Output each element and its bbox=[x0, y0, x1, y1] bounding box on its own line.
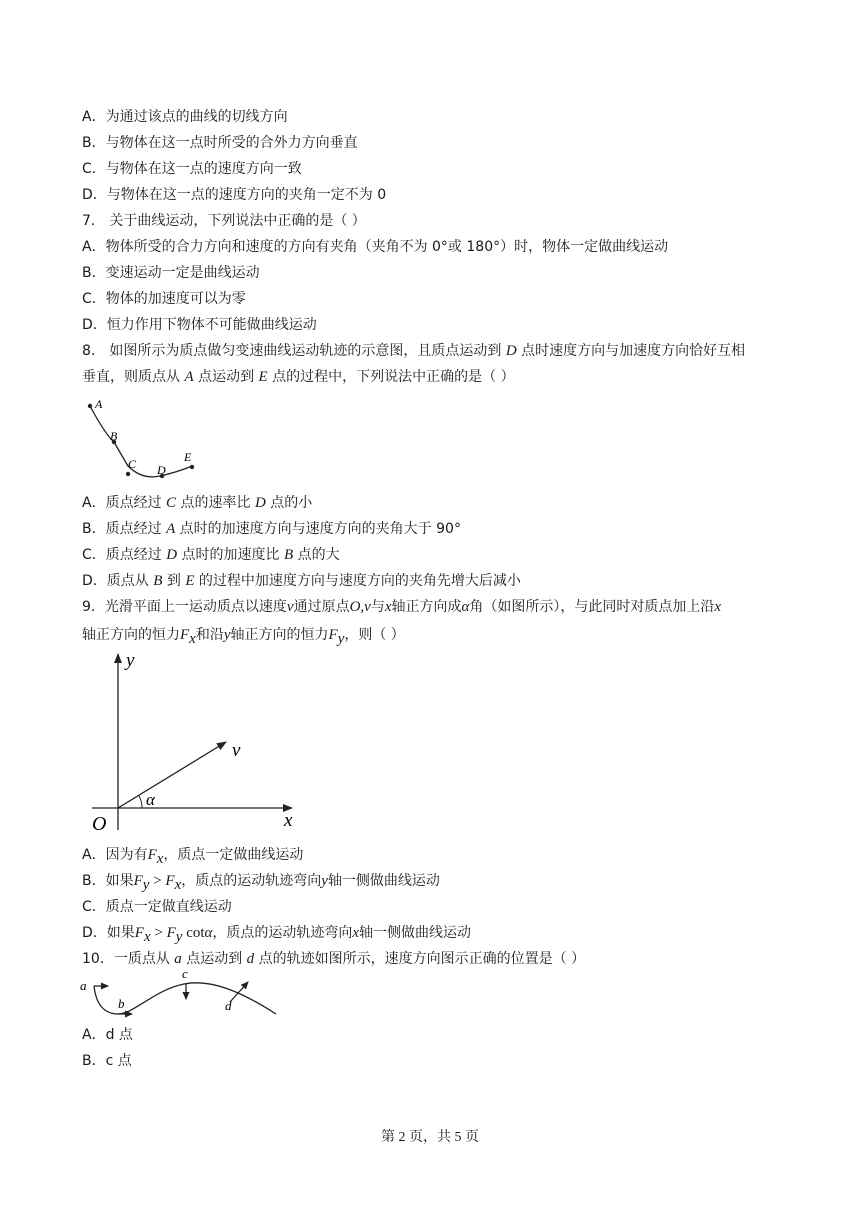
page-footer: 第 2 页，共 5 页 bbox=[381, 1130, 479, 1145]
point-b: B bbox=[153, 573, 163, 589]
q7-stem: 7． 关于曲线运动，下列说法中正确的是（ ） bbox=[82, 213, 366, 229]
text: 点运动到 bbox=[181, 951, 247, 967]
q6-option-d: D．与物体在这一点的速度方向的夹角一定不为 0 bbox=[82, 187, 387, 203]
text: B．如果 bbox=[82, 873, 134, 889]
text: B．质点经过 bbox=[82, 521, 167, 537]
cot: cot bbox=[182, 925, 205, 941]
symbol-f: F bbox=[133, 873, 143, 889]
q9-axes-figure bbox=[86, 648, 306, 836]
symbol-x: x bbox=[714, 599, 722, 615]
point-e: E bbox=[258, 369, 268, 385]
label-d: d bbox=[225, 998, 232, 1013]
symbol-alpha: α bbox=[461, 599, 470, 615]
greater-than: > bbox=[150, 925, 167, 941]
point-e-dot bbox=[190, 465, 194, 469]
text: ，质点的运动轨迹弯向 bbox=[181, 873, 322, 889]
symbol-f: F bbox=[134, 925, 144, 941]
q9-stem-line2 bbox=[82, 626, 405, 648]
symbol-y: y bbox=[321, 873, 328, 889]
text: D．如果 bbox=[82, 925, 135, 941]
text: A．因为有 bbox=[82, 847, 148, 863]
point-d: D bbox=[505, 343, 517, 359]
text: 垂直，则质点从 bbox=[82, 369, 185, 385]
symbol-o-v: O,v bbox=[349, 599, 371, 615]
text: 9．光滑平面上一运动质点以速度 bbox=[82, 599, 287, 615]
label-e: E bbox=[184, 450, 192, 464]
label-a: a bbox=[80, 978, 87, 993]
text: 点的过程中，下列说法中正确的是（ ） bbox=[267, 369, 515, 385]
q8-option-b bbox=[82, 520, 461, 538]
point-a: A bbox=[184, 369, 194, 385]
v-label: v bbox=[232, 740, 241, 761]
q8-trajectory-figure bbox=[80, 394, 210, 486]
point-d: D bbox=[166, 547, 178, 563]
text: C．质点经过 bbox=[82, 547, 167, 563]
q9-option-b bbox=[82, 872, 440, 894]
label-d: D bbox=[157, 463, 166, 477]
text: 轴一侧做曲线运动 bbox=[359, 925, 472, 941]
text: 到 bbox=[162, 573, 186, 589]
subscript-x: x bbox=[189, 630, 196, 647]
subscript-x: x bbox=[174, 876, 182, 893]
text: ，则（ ） bbox=[344, 627, 405, 643]
q8-stem-line1 bbox=[82, 342, 745, 360]
label-b: B bbox=[110, 429, 118, 443]
q10-option-a: A．d 点 bbox=[82, 1027, 133, 1043]
subscript-y: y bbox=[337, 630, 345, 647]
label-c: C bbox=[128, 457, 137, 471]
subscript-y: y bbox=[142, 876, 150, 893]
symbol-v: v bbox=[286, 599, 294, 615]
q8-option-c bbox=[82, 546, 340, 564]
symbol-f: F bbox=[165, 873, 175, 889]
q7-option-a: A．物体所受的合力方向和速度的方向有夹角（夹角不为 0°或 180°）时，物体一定做曲线运动 bbox=[82, 239, 669, 255]
point-a: A bbox=[166, 521, 176, 537]
q9-option-d bbox=[82, 924, 471, 946]
text: 角（如图所示），与此同时对质点加上沿 bbox=[469, 599, 715, 615]
q7-option-d: D．恒力作用下物体不可能做曲线运动 bbox=[82, 317, 317, 333]
q9-option-c: C．质点一定做直线运动 bbox=[82, 899, 232, 915]
text: ，质点的运动轨迹弯向 bbox=[212, 925, 353, 941]
text: 点时速度方向与加速度方向恰好互相 bbox=[516, 343, 746, 359]
symbol-x: x bbox=[352, 925, 360, 941]
text: 点的速率比 bbox=[176, 495, 255, 511]
text: 轴正方向的恒力 bbox=[230, 627, 329, 643]
point-d: D bbox=[254, 495, 266, 511]
velocity-arrow-d bbox=[230, 982, 248, 1002]
point-c-dot bbox=[126, 472, 130, 476]
text: 通过原点 bbox=[293, 599, 350, 615]
symbol-y: y bbox=[223, 627, 231, 643]
point-b: B bbox=[283, 547, 294, 563]
greater-than: > bbox=[149, 873, 166, 889]
velocity-vector bbox=[118, 742, 226, 808]
symbol-x: x bbox=[384, 599, 392, 615]
text: 的过程中加速度方向与速度方向的夹角先增大后减小 bbox=[194, 573, 521, 589]
subscript-y: y bbox=[175, 928, 183, 945]
q9-option-a bbox=[82, 846, 303, 868]
text: 轴正方向的恒力 bbox=[82, 627, 180, 643]
q10-trajectory-figure bbox=[78, 966, 282, 1022]
q9-stem-line1 bbox=[82, 598, 721, 616]
label-b: b bbox=[118, 996, 125, 1011]
text: A．质点经过 bbox=[82, 495, 167, 511]
text: 10．一质点从 bbox=[82, 951, 175, 967]
alpha-label: α bbox=[146, 790, 155, 809]
text: ，质点一定做曲线运动 bbox=[163, 847, 304, 863]
label-c: c bbox=[182, 966, 188, 981]
trajectory-curve bbox=[90, 406, 192, 477]
q8-option-a bbox=[82, 494, 312, 512]
text: 8． 如图所示为质点做匀变速曲线运动轨迹的示意图，且质点运动到 bbox=[82, 343, 506, 359]
subscript-x: x bbox=[156, 850, 164, 867]
q7-option-b: B．变速运动一定是曲线运动 bbox=[82, 265, 260, 281]
symbol-f: F bbox=[166, 925, 176, 941]
text: 轴正方向成 bbox=[391, 599, 462, 615]
text: D．质点从 bbox=[82, 573, 154, 589]
text: 点的大 bbox=[293, 547, 340, 563]
symbol-alpha: α bbox=[204, 925, 213, 941]
q8-option-d bbox=[82, 572, 521, 590]
point-a-dot bbox=[88, 404, 92, 408]
q10-option-b: B．c 点 bbox=[82, 1053, 132, 1069]
origin-label: O bbox=[92, 813, 107, 835]
alpha-arc bbox=[139, 796, 142, 808]
label-a: A bbox=[95, 397, 103, 411]
text: 点运动到 bbox=[193, 369, 259, 385]
q6-option-b: B．与物体在这一点时所受的合外力方向垂直 bbox=[82, 135, 358, 151]
q6-option-c: C．与物体在这一点的速度方向一致 bbox=[82, 161, 302, 177]
point-d: d bbox=[246, 951, 255, 967]
subscript-x: x bbox=[143, 928, 151, 945]
x-axis-label: x bbox=[284, 810, 293, 831]
text: 轴一侧做曲线运动 bbox=[327, 873, 440, 889]
q7-option-c: C．物体的加速度可以为零 bbox=[82, 291, 246, 307]
text: 点时的加速度比 bbox=[177, 547, 284, 563]
text: 和沿 bbox=[195, 627, 224, 643]
y-axis-label: y bbox=[126, 650, 135, 671]
q8-stem-line2 bbox=[82, 368, 515, 386]
symbol-f: F bbox=[328, 627, 338, 643]
point-c: C bbox=[166, 495, 177, 511]
text: 点的轨迹如图所示，速度方向图示正确的位置是（ ） bbox=[254, 951, 586, 967]
text: 与 bbox=[370, 599, 385, 615]
point-e: E bbox=[185, 573, 195, 589]
symbol-f: F bbox=[180, 627, 190, 643]
point-a: a bbox=[174, 951, 182, 967]
text: 点时的加速度方向与速度方向的夹角大于 90° bbox=[175, 521, 461, 537]
symbol-f: F bbox=[147, 847, 157, 863]
text: 点的小 bbox=[265, 495, 313, 511]
q6-option-a: A．为通过该点的曲线的切线方向 bbox=[82, 109, 288, 125]
